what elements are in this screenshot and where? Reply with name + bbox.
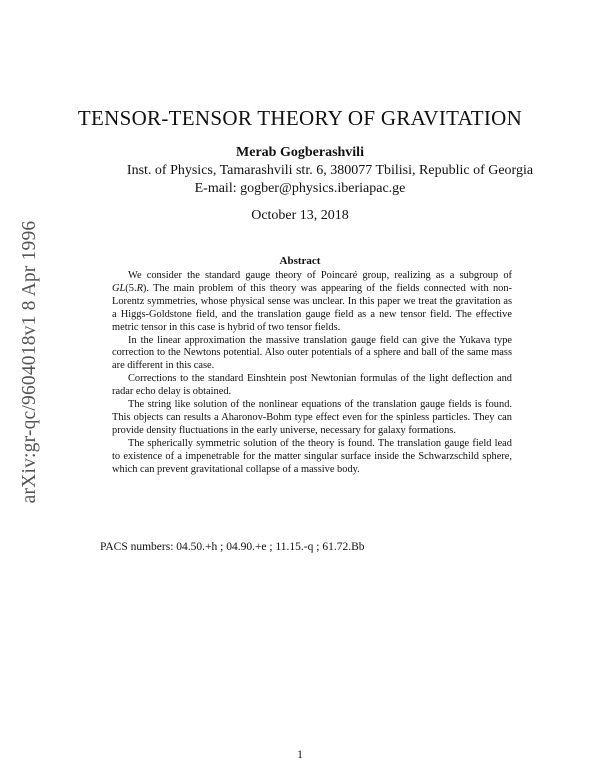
abstract-paragraph-3: Corrections to the standard Einshtein post Newtonian formulas of the light deflection and radar echo delay is obtained. [112,373,512,398]
abstract-p1-intro: We consider the standard gauge theory of Poincaré group, realizing as a subgroup of [128,270,512,281]
abstract-heading: Abstract [279,255,321,267]
math-group-arg: (5. [125,282,137,294]
abstract-paragraph-4: The string like solution of the nonlinear equations of the translation gauge fields is found. This objects can results a Aharonov-Bohm type effect even for the spinless particles. They can provide density fluctuations in the early universe, necessary for galaxy formations. [112,399,512,436]
pacs-numbers: PACS numbers: 04.50.+h ; 04.90.+e ; 11.15.-q ; 61.72.Bb [100,541,365,553]
abstract-p1-rest: . The main problem of this theory was appearing of the fields connected with non-Lorentz symmetries, whose physical sense was unclear. In this paper we treat the gravitation as a Higgs-Goldstone field, and the translation gauge field as a new tensor field. The effective metric tensor in this case is hybrid of two tensor fields. [112,282,512,333]
arxiv-identifier-text: arXiv:gr-qc/9604018v1 8 Apr 1996 [19,220,40,504]
abstract-body [112,270,512,477]
math-group-name: GL [112,282,126,294]
page-number: 1 [297,749,303,761]
abstract-paragraph-2: In the linear approximation the massive translation gauge field can give the Yukava type correction to the Newtons potential. Also outer potentials of a sphere and ball of the same mass are different in this case. [112,334,512,372]
author-affiliation: Inst. of Physics, Tamarashvili str. 6, 380077 Tbilisi, Republic of Georgia [126,163,534,178]
paper-date: October 13, 2018 [251,208,349,223]
author-name: Merab Gogberashvili [236,145,364,160]
abstract-paragraph-5: The spherically symmetric solution of the theory is found. The translation gauge field lead to existence of a impenetrable for the matter singular surface inside the Schwarzschild sphere, which can prevent gravitational collapse of a massive body. [112,437,512,475]
math-group-close: ) [142,282,147,294]
math-group-r: R [136,282,143,294]
abstract-paragraph-1 [112,270,512,335]
paper-title: TENSOR-TENSOR THEORY OF GRAVITATION [77,106,523,130]
author-email: E-mail: gogber@physics.iberiapac.ge [194,181,406,196]
